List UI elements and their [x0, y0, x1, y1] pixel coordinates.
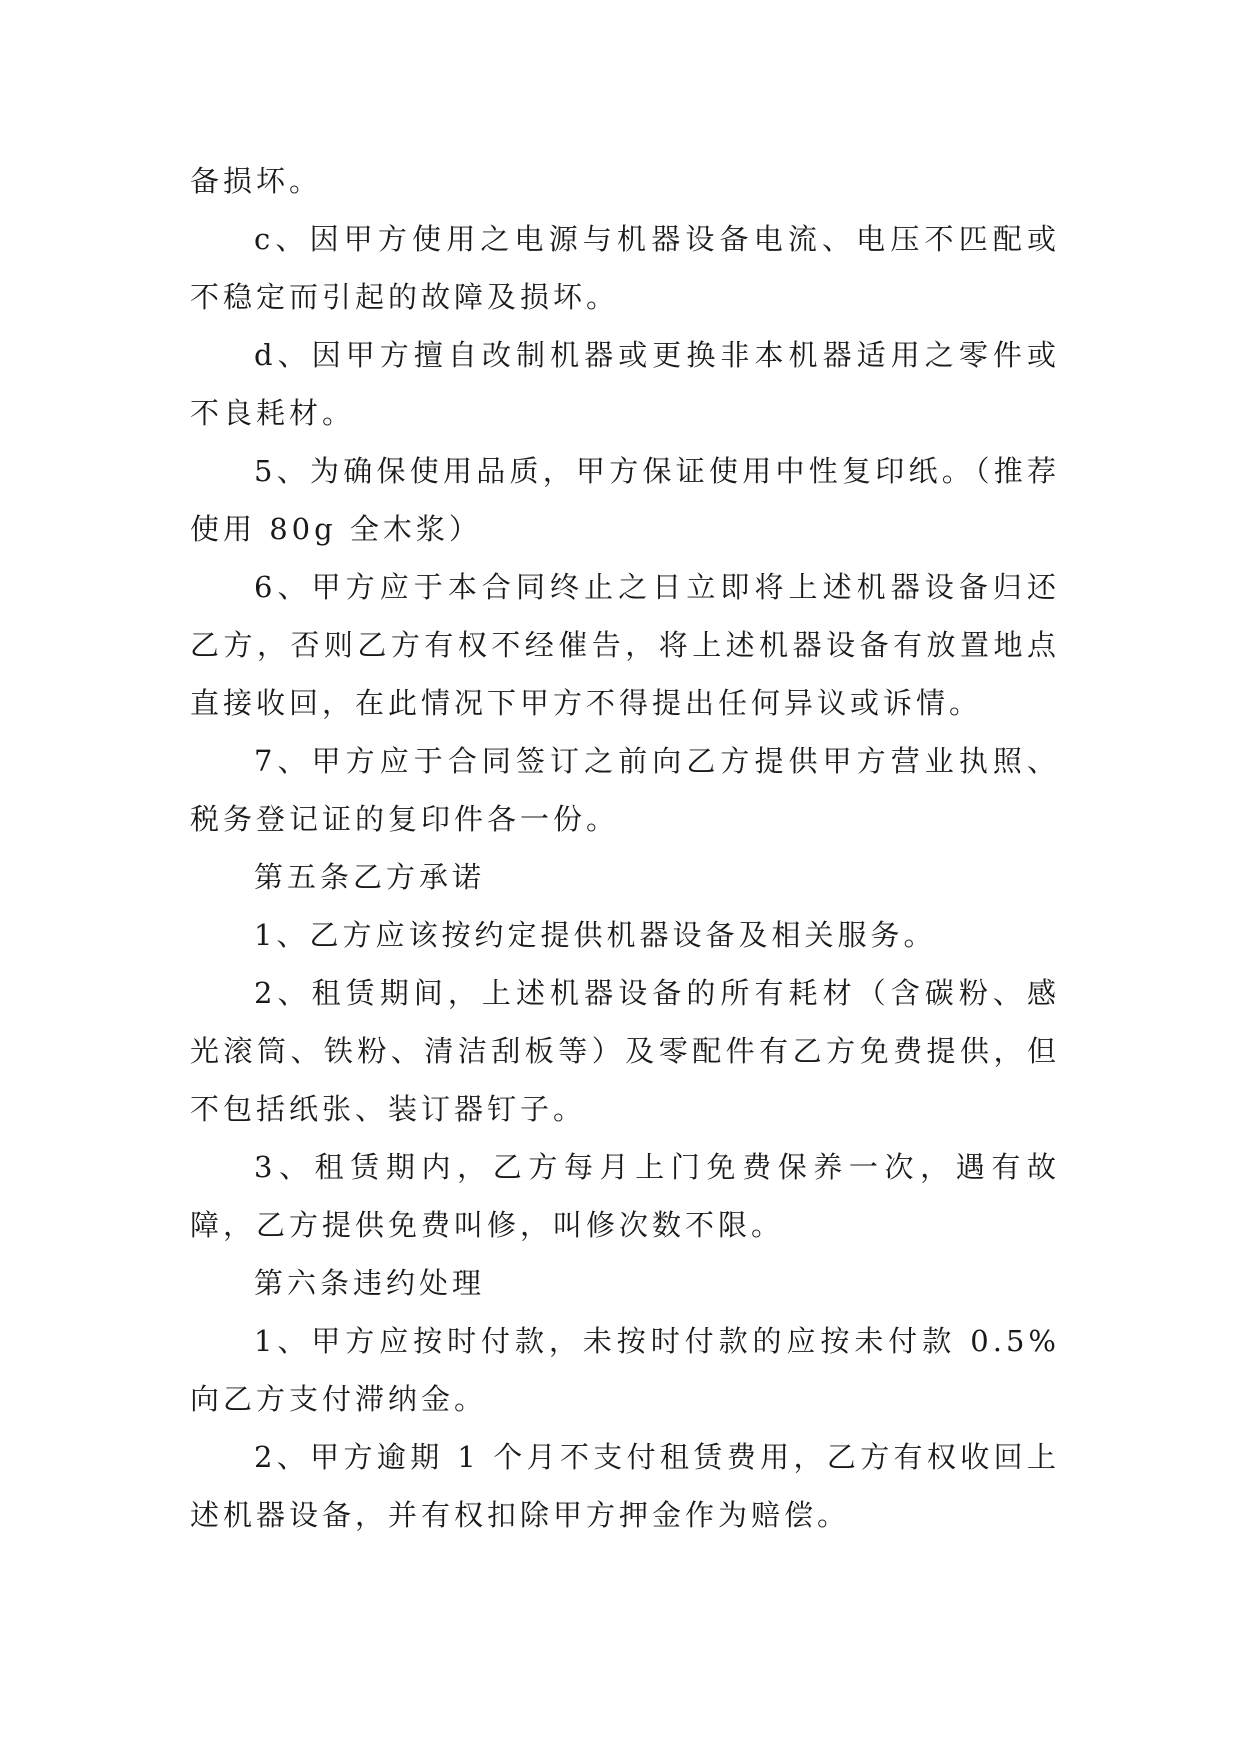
- section-heading-article-6: 第六条违约处理: [254, 1266, 486, 1300]
- paragraph-a5-item-1: 1、乙方应该按约定提供机器设备及相关服务。: [254, 918, 937, 952]
- paragraph-a5-item-2: 2、租赁期间，上述机器设备的所有耗材（含碳粉、感光滚筒、铁粉、清洁刮板等）及零配件有乙方免费提供，但不包括纸张、装订器钉子。: [190, 976, 1060, 1126]
- paragraph-a6-item-2: 2、甲方逾期 1 个月不支付租赁费用，乙方有权收回上述机器设备，并有权扣除甲方押金作为赔偿。: [190, 1440, 1060, 1532]
- paragraph-continuation: 备损坏。: [190, 164, 323, 198]
- paragraph-item-5: 5、为确保使用品质，甲方保证使用中性复印纸。（推荐使用 80g 全木浆）: [190, 454, 1060, 546]
- paragraph-a6-item-1: 1、甲方应按时付款，未按时付款的应按未付款 0.5%向乙方支付滞纳金。: [190, 1324, 1060, 1416]
- paragraph-clause-c: c、因甲方使用之电源与机器设备电流、电压不匹配或不稳定而引起的故障及损坏。: [190, 222, 1060, 314]
- section-heading-article-5: 第五条乙方承诺: [254, 860, 486, 894]
- paragraph-item-7: 7、甲方应于合同签订之前向乙方提供甲方营业执照、税务登记证的复印件各一份。: [190, 744, 1060, 836]
- paragraph-clause-d: d、因甲方擅自改制机器或更换非本机器适用之零件或不良耗材。: [190, 338, 1060, 430]
- paragraph-a5-item-3: 3、租赁期内，乙方每月上门免费保养一次，遇有故障，乙方提供免费叫修，叫修次数不限。: [190, 1150, 1060, 1242]
- paragraph-item-6: 6、甲方应于本合同终止之日立即将上述机器设备归还乙方，否则乙方有权不经催告，将上述机器设备有放置地点直接收回，在此情况下甲方不得提出任何异议或诉情。: [190, 570, 1060, 720]
- document-body: [190, 152, 1060, 1544]
